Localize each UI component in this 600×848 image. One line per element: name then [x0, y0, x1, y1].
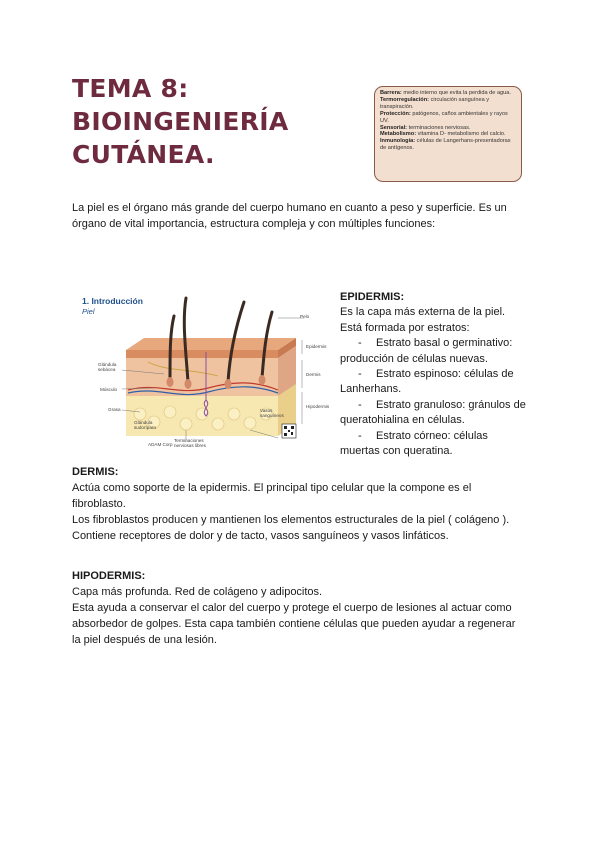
function-item: Protección: patógenos, caños ambientales y rayos UV.	[380, 110, 508, 124]
dermis-line: fibroblasto.	[72, 498, 126, 510]
dermis-heading: DERMIS:	[72, 466, 119, 478]
label-dermis: Dermis	[306, 372, 321, 377]
page-title	[72, 72, 342, 171]
function-item: Termorregulación: circulación sanguínea y transpiración.	[380, 96, 490, 110]
figure-title: 1. Introducción	[82, 296, 143, 306]
skin-functions-box	[374, 86, 522, 182]
list-item-continuation: producción de células nuevas.	[340, 352, 488, 365]
function-item: Barrera: medio interno que evita la perdida de agua.	[380, 90, 511, 96]
function-item: Metabolismo: vitamina D- metabolismo del calcio.	[380, 131, 506, 138]
epidermis-line: Está formada por estratos:	[340, 321, 470, 334]
label-vasos-sanguineos: Vasos sanguíneos	[260, 408, 284, 418]
label-pelo: Pelo	[300, 314, 310, 319]
skin-cross-section-illustration	[78, 292, 336, 454]
epidermis-line: Es la capa más externa de la piel.	[340, 306, 506, 319]
function-item: Inmunología: células de Langerhans-presentadoras de antígenos.	[380, 138, 511, 152]
dermis-line: Los fibroblastos producen y mantienen los elementos estructurales de la piel ( colágeno ).	[72, 514, 510, 526]
list-item: - Estrato córneo: células	[358, 429, 488, 442]
figure-subtitle: Piel	[82, 307, 95, 316]
label-glandula-sudoripara: Glándula sudorípara	[134, 420, 156, 430]
label-hipodermis: Hipodermis	[306, 404, 330, 409]
list-item: - Estrato basal o germinativo:	[358, 337, 513, 350]
label-musculo: Músculo	[100, 387, 118, 392]
hipodermis-line: Esta ayuda a conservar el calor del cuerpo y protege el cuerpo de lesiones al actuar como	[72, 602, 512, 614]
label-epidermis: Epidermis	[306, 344, 327, 349]
hipodermis-heading: HIPODERMIS:	[72, 570, 146, 582]
title-line-3: CUTÁNEA.	[72, 140, 215, 169]
dermis-line: Contiene receptores de dolor y de tacto, vasos sanguíneos y vasos linfáticos.	[72, 530, 449, 542]
list-item: - Estrato granuloso: gránulos de	[358, 398, 526, 411]
epidermis-section	[340, 290, 540, 459]
label-glandula-sebacea: Glándula sebácea	[98, 362, 117, 372]
hipodermis-line: Capa más profunda. Red de colágeno y adipocitos.	[72, 586, 323, 598]
label-terminaciones-nerviosas: Terminaciones nerviosas libres	[174, 438, 206, 448]
skin-diagram	[78, 292, 336, 454]
dermis-section	[72, 464, 542, 544]
hipodermis-line: la piel después de una lesión.	[72, 634, 217, 646]
list-item-continuation: queratohialina en células.	[340, 414, 465, 427]
title-line-2: BIOINGENIERÍA	[72, 107, 289, 136]
label-grasa: Grasa	[108, 407, 121, 412]
list-item-continuation: muertas con queratina.	[340, 445, 453, 458]
epidermis-heading: EPIDERMIS:	[340, 291, 405, 303]
dermis-line: Actúa como soporte de la epidermis. El principal tipo celular que la compone es el	[72, 482, 472, 494]
figure-credit: ADAM Corp	[148, 442, 173, 447]
intro-paragraph: La piel es el órgano más grande del cuerpo humano en cuanto a peso y superficie. Es un órgano de vital importancia, estructura compleja y con múltiples funciones:	[72, 202, 507, 230]
title-line-1: TEMA 8:	[72, 74, 189, 103]
list-item: - Estrato espinoso: células de	[358, 368, 514, 381]
function-item: Sensorial: terminaciones nerviosas.	[380, 124, 471, 131]
hipodermis-line: absorbedor de golpes. Esta capa también contiene células que pueden ayudar a regenerar	[72, 618, 516, 630]
list-item-continuation: Lanherhans.	[340, 383, 402, 396]
hipodermis-section	[72, 568, 542, 648]
